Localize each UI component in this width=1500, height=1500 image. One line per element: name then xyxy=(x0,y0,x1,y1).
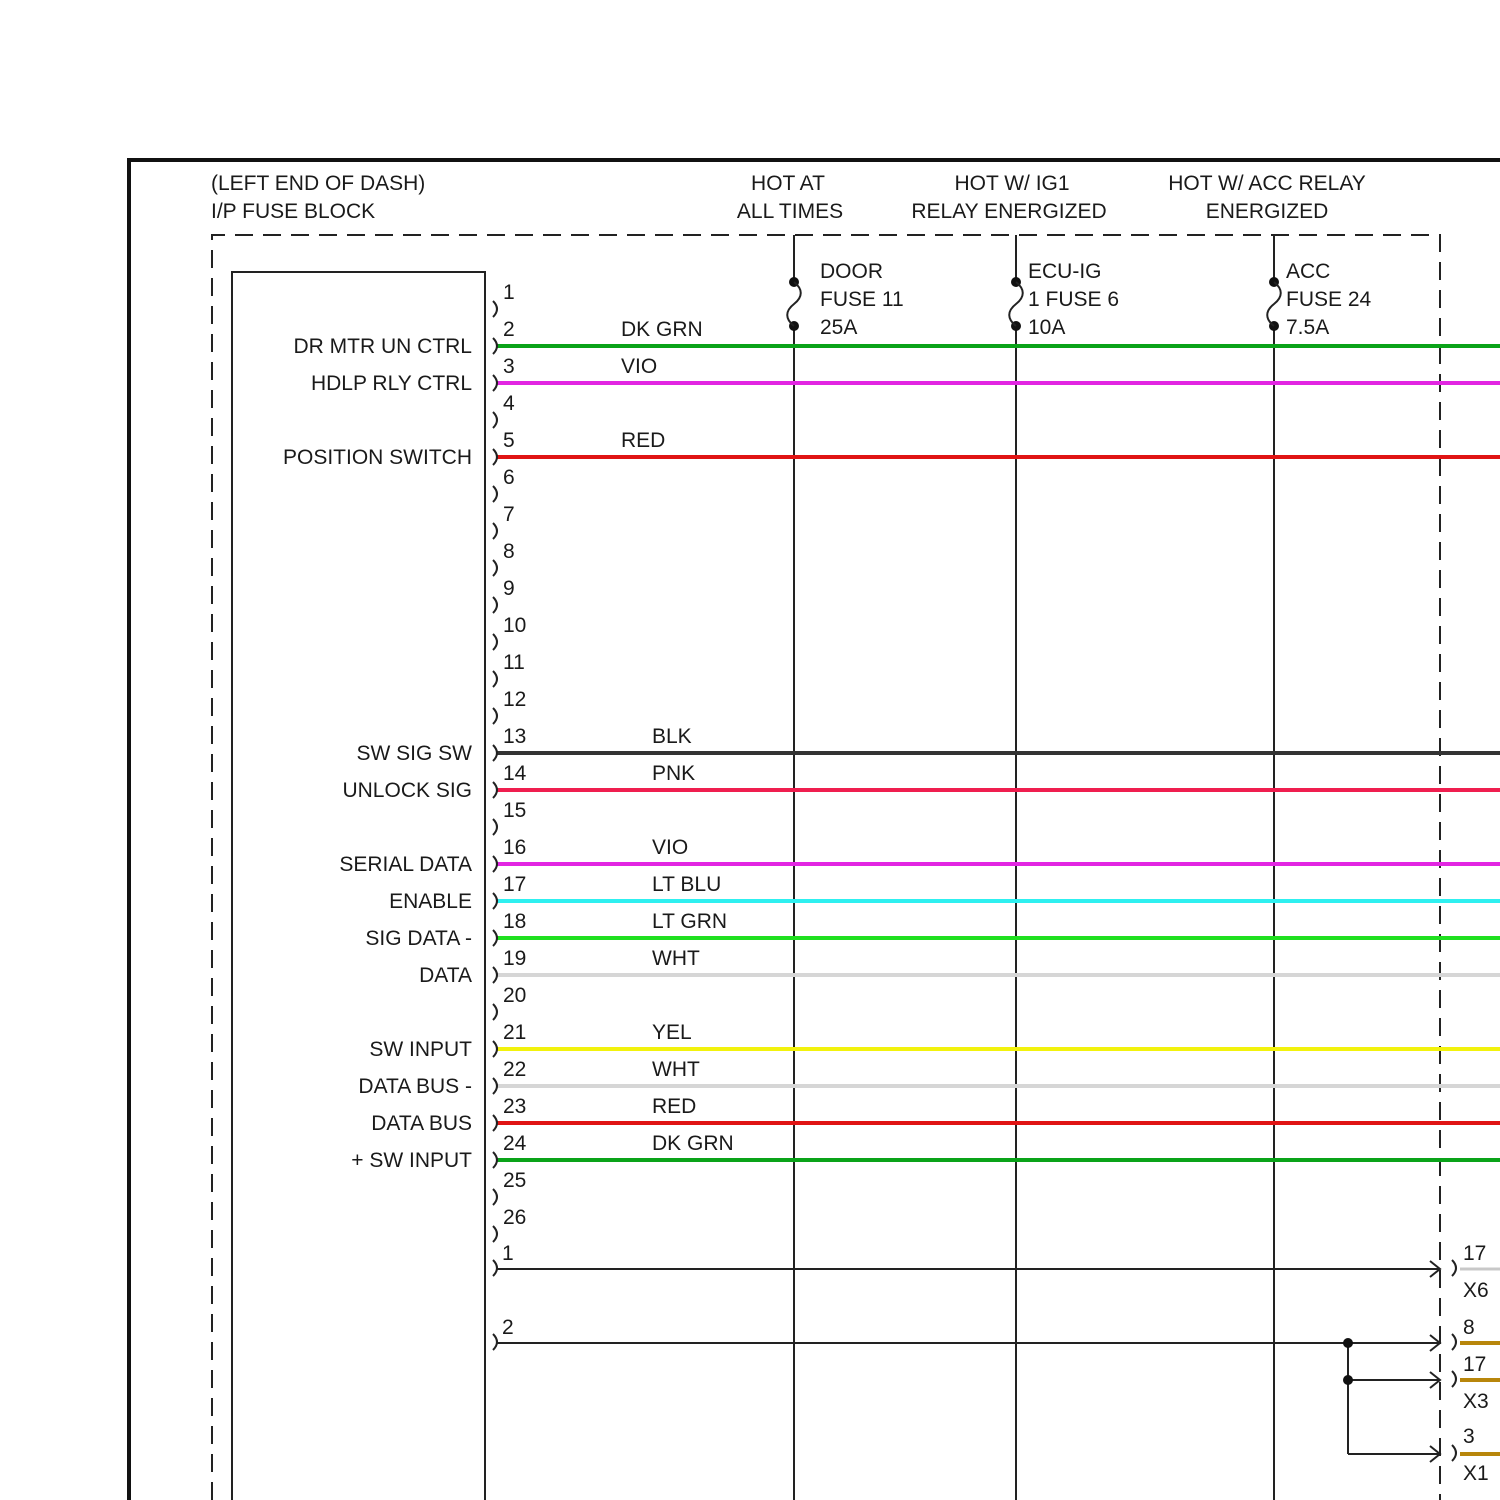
pin-function-label: SW INPUT xyxy=(369,1038,472,1061)
wire-color-label: RED xyxy=(652,1095,697,1118)
x3-connector-label: X3 xyxy=(1463,1390,1489,1413)
connector-terminal-symbol xyxy=(1452,1334,1456,1350)
pin-number: 2 xyxy=(503,318,515,341)
pin-terminal-symbol xyxy=(493,560,497,576)
hot-acc-line1: HOT W/ ACC RELAY xyxy=(1168,172,1366,195)
pin-number: 25 xyxy=(503,1169,527,1192)
acc-fuse-rating: 7.5A xyxy=(1286,316,1330,339)
pin-number: 10 xyxy=(503,614,527,637)
pin-number: 26 xyxy=(503,1206,527,1229)
pin-4 xyxy=(493,392,515,428)
pin-number: 23 xyxy=(503,1095,527,1118)
pin-function-label: HDLP RLY CTRL xyxy=(310,372,472,395)
pin-number: 14 xyxy=(503,762,527,785)
pin-terminal-symbol xyxy=(493,671,497,687)
pin-12 xyxy=(493,688,526,724)
pin-2 xyxy=(294,318,703,358)
pin-15 xyxy=(493,799,526,835)
pin-terminal-symbol xyxy=(493,745,497,761)
pin-21 xyxy=(369,1021,691,1061)
pin-10 xyxy=(493,614,526,650)
pin-terminal-symbol xyxy=(493,338,497,354)
pin-terminal-symbol xyxy=(493,1226,497,1242)
acc-fuse-name: ACC xyxy=(1286,260,1331,283)
pin-terminal-symbol xyxy=(493,967,497,983)
lower-pin-number: 2 xyxy=(502,1316,514,1339)
pin-function-label: + SW INPUT xyxy=(351,1149,472,1172)
pin-function-label: SW SIG SW xyxy=(356,742,472,765)
pin-14 xyxy=(342,762,695,802)
pin-function-label: UNLOCK SIG xyxy=(342,779,472,802)
pin-number: 5 xyxy=(503,429,515,452)
location-label-line2: I/P FUSE BLOCK xyxy=(211,200,376,223)
pin-terminal-symbol xyxy=(493,412,497,428)
door-fuse-symbol xyxy=(786,277,802,331)
pin-terminal-symbol xyxy=(493,1334,497,1350)
pin-number: 11 xyxy=(503,651,525,674)
pin-number: 20 xyxy=(503,984,527,1007)
pin-13 xyxy=(357,725,692,765)
pin-16 xyxy=(339,836,688,876)
x3-pin8-number: 8 xyxy=(1463,1316,1475,1339)
wire-color-label: LT GRN xyxy=(652,910,728,933)
lower-circuit-2 xyxy=(493,1316,1500,1485)
pin-number: 17 xyxy=(503,873,527,896)
pin-terminal-symbol xyxy=(493,1260,497,1276)
acc-fuse-number: FUSE 24 xyxy=(1286,288,1372,311)
wire-color-label: VIO xyxy=(621,355,658,378)
pin-terminal-symbol xyxy=(493,1152,497,1168)
wires-layer xyxy=(497,346,1500,1160)
wire-color-label: DK GRN xyxy=(621,318,703,341)
pin-function-label: SIG DATA - xyxy=(365,927,472,950)
connector-terminal-symbol xyxy=(1452,1260,1456,1276)
ecu-ig-fuse-rating: 10A xyxy=(1028,316,1066,339)
location-label-line1: (LEFT END OF DASH) xyxy=(211,172,426,195)
x3-pin17-number: 17 xyxy=(1463,1353,1487,1376)
pin-number: 19 xyxy=(503,947,527,970)
splice-dot xyxy=(1343,1375,1353,1385)
acc-fuse-symbol xyxy=(1266,277,1282,331)
pin-20 xyxy=(493,984,526,1020)
hot-at-all-times-line1: HOT AT xyxy=(751,172,825,195)
pin-function-label: DATA BUS - xyxy=(358,1075,472,1098)
pin-terminal-symbol xyxy=(493,597,497,613)
pin-terminal-symbol xyxy=(493,375,497,391)
pin-function-label: DATA BUS xyxy=(371,1112,472,1135)
pin-number: 3 xyxy=(503,355,515,378)
pin-number: 6 xyxy=(503,466,515,489)
pin-terminal-symbol xyxy=(493,893,497,909)
hot-at-all-times-line2: ALL TIMES xyxy=(736,200,844,223)
wire-color-label: PNK xyxy=(652,762,696,785)
pin-9 xyxy=(493,577,515,613)
pin-terminal-symbol xyxy=(493,708,497,724)
pin-number: 15 xyxy=(503,799,527,822)
pin-terminal-symbol xyxy=(493,856,497,872)
ecu-ig-fuse-symbol xyxy=(1008,277,1024,331)
pin-number: 13 xyxy=(503,725,527,748)
x1-pin3-number: 3 xyxy=(1463,1425,1475,1448)
hot-ig1-line2: RELAY ENERGIZED xyxy=(911,200,1107,223)
door-fuse-name: DOOR xyxy=(820,260,883,283)
pin-number: 22 xyxy=(503,1058,527,1081)
pin-terminal-symbol xyxy=(493,782,497,798)
wire-color-label: YEL xyxy=(652,1021,692,1044)
x6-pin-number: 17 xyxy=(1463,1242,1487,1265)
pin-terminal-symbol xyxy=(493,634,497,650)
door-fuse-rating: 25A xyxy=(820,316,858,339)
pin-number: 18 xyxy=(503,910,527,933)
pin-24 xyxy=(351,1132,733,1172)
pin-18 xyxy=(365,910,727,950)
pin-8 xyxy=(493,540,515,576)
pin-number: 8 xyxy=(503,540,515,563)
lower-circuit-1 xyxy=(493,1242,1500,1302)
pin-number: 24 xyxy=(503,1132,527,1155)
x1-connector-label: X1 xyxy=(1463,1462,1489,1485)
pin-11 xyxy=(493,651,525,687)
pin-terminal-symbol xyxy=(493,1189,497,1205)
pin-terminal-symbol xyxy=(493,486,497,502)
pin-number: 9 xyxy=(503,577,515,600)
pin-function-label: POSITION SWITCH xyxy=(283,446,472,469)
pin-number: 1 xyxy=(503,281,515,304)
lower-pin-number: 1 xyxy=(502,1242,514,1265)
hot-acc-line2: ENERGIZED xyxy=(1205,200,1329,223)
pin-terminal-symbol xyxy=(493,1004,497,1020)
pin-terminal-symbol xyxy=(493,1115,497,1131)
wire-color-label: VIO xyxy=(652,836,689,859)
connector-terminal-symbol xyxy=(1452,1371,1456,1387)
pin-23 xyxy=(371,1095,696,1135)
pin-terminal-symbol xyxy=(493,1041,497,1057)
pin-6 xyxy=(493,466,515,502)
pin-function-label: ENABLE xyxy=(389,890,472,913)
pins-layer xyxy=(283,281,734,1242)
pin-number: 16 xyxy=(503,836,527,859)
pin-terminal-symbol xyxy=(493,301,497,317)
outer-frame xyxy=(129,160,1500,1500)
fuse-feed-lines xyxy=(794,235,1274,1500)
pin-22 xyxy=(358,1058,700,1098)
x6-connector-label: X6 xyxy=(1463,1279,1489,1302)
hot-ig1-line1: HOT W/ IG1 xyxy=(954,172,1070,195)
wire-color-label: BLK xyxy=(652,725,692,748)
pin-number: 4 xyxy=(503,392,515,415)
pin-function-label: DR MTR UN CTRL xyxy=(293,335,472,358)
wire-color-label: DK GRN xyxy=(652,1132,734,1155)
pin-terminal-symbol xyxy=(493,1078,497,1094)
pin-function-label: DATA xyxy=(419,964,472,987)
wire-color-label: WHT xyxy=(652,1058,700,1081)
pin-number: 21 xyxy=(503,1021,527,1044)
pin-number: 7 xyxy=(503,503,515,526)
pin-1 xyxy=(493,281,515,317)
ecu-ig-fuse-name: ECU-IG xyxy=(1028,260,1102,283)
wire-color-label: RED xyxy=(621,429,666,452)
pin-19 xyxy=(419,947,700,987)
pin-7 xyxy=(493,503,515,539)
pin-function-label: SERIAL DATA xyxy=(339,853,472,876)
pin-26 xyxy=(493,1206,526,1242)
pin-terminal-symbol xyxy=(493,930,497,946)
pin-terminal-symbol xyxy=(493,523,497,539)
pin-terminal-symbol xyxy=(493,819,497,835)
pin-terminal-symbol xyxy=(493,449,497,465)
wire-color-label: WHT xyxy=(652,947,700,970)
pin-25 xyxy=(493,1169,526,1205)
pin-17 xyxy=(389,873,721,913)
connector-terminal-symbol xyxy=(1452,1445,1456,1461)
pin-5 xyxy=(283,429,665,469)
pin-number: 12 xyxy=(503,688,527,711)
ecu-ig-fuse-number: 1 FUSE 6 xyxy=(1028,288,1120,311)
splice-dot xyxy=(1343,1338,1353,1348)
wire-color-label: LT BLU xyxy=(652,873,722,896)
door-fuse-number: FUSE 11 xyxy=(820,288,904,311)
